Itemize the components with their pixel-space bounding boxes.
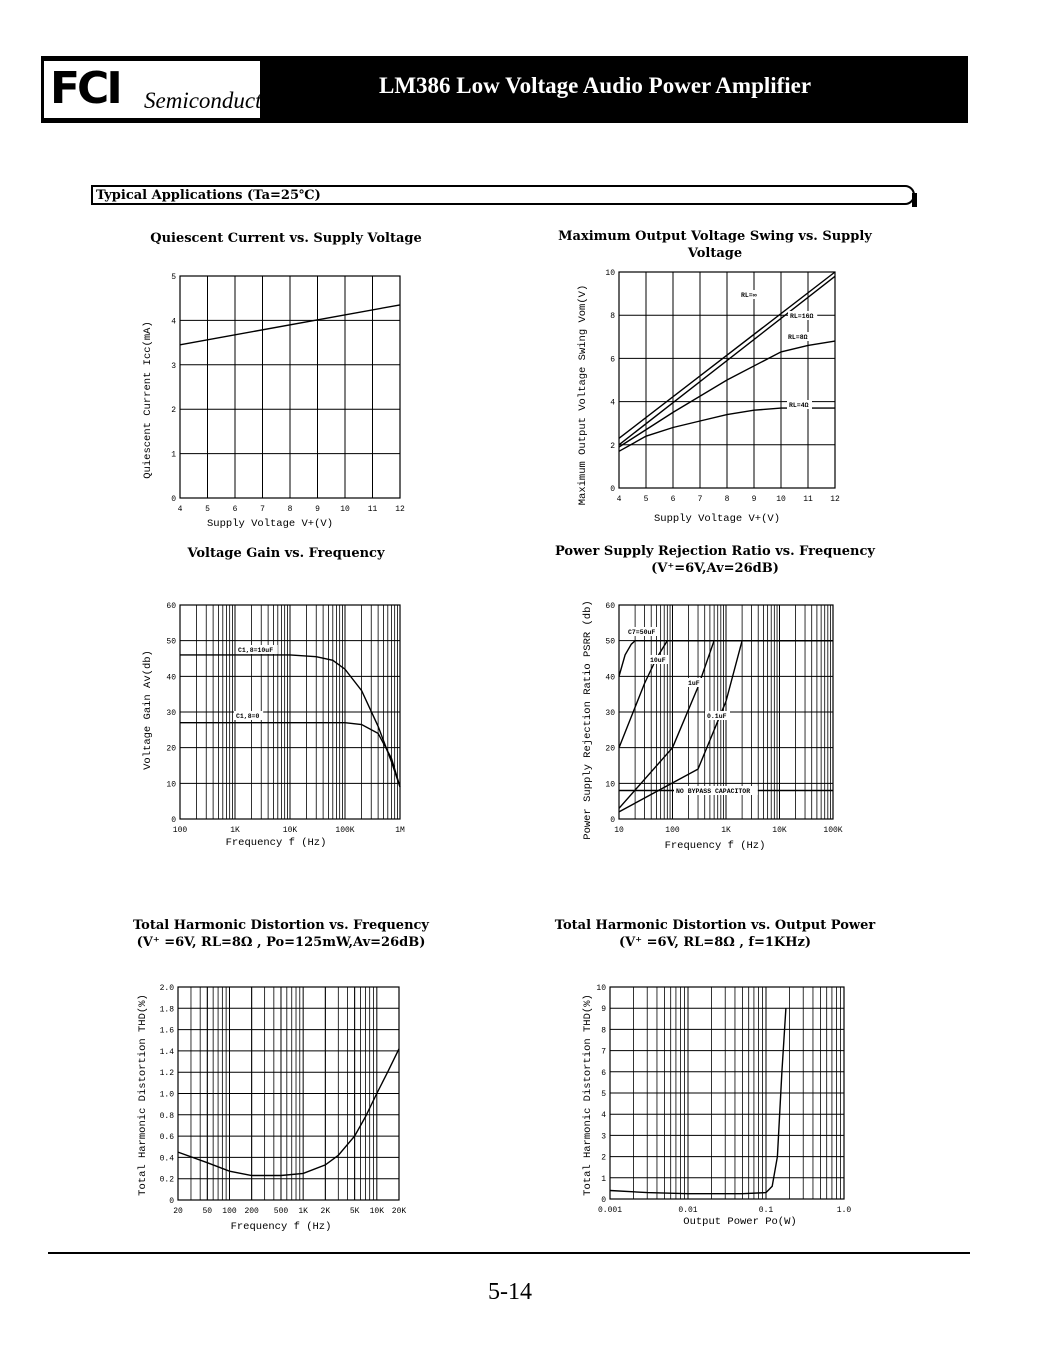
chart6-title-line2: (V⁺ =6V, RL=8Ω , f=1KHz) [618, 935, 812, 950]
chart4-title-line1: Power Supply Rejection Ratio vs. Frequency [555, 544, 875, 559]
c5-y-axis-label: Total Harmonic Distortion THD(%) [137, 994, 149, 1196]
c5-x-tick-label: 200 [244, 1207, 259, 1216]
c2-annotation: RL=∞ [741, 292, 757, 299]
c6-y-tick-label: 1 [601, 1174, 606, 1184]
footer-rule [48, 1252, 970, 1254]
c6-y-tick-label: 5 [601, 1090, 606, 1099]
c4-annotation: NO BYPASS CAPACITOR [676, 788, 751, 795]
c4-annotation: 0.1uF [707, 713, 727, 720]
c4-y-tick-label: 0 [610, 816, 615, 825]
c3-x-axis-label: Frequency f (Hz) [225, 837, 327, 849]
chart1-title: Quiescent Current vs. Supply Voltage [150, 231, 422, 246]
c1-x-tick-label: 11 [367, 505, 378, 514]
c6-y-tick-label: 9 [601, 1005, 606, 1015]
page-title: LM386 Low Voltage Audio Power Amplifier [379, 73, 812, 98]
c5-y-tick-label: 0.2 [159, 1175, 174, 1185]
c1-y-axis-label: Quiescent Current Icc(mA) [142, 321, 154, 479]
c2-x-tick-label: 4 [616, 495, 622, 504]
c1-y-tick-label: 3 [171, 361, 176, 371]
c4-x-tick-label: 100K [823, 826, 843, 835]
c3-y-tick-label: 0 [171, 816, 176, 825]
c3-x-tick-label: 100K [335, 826, 355, 835]
c3-x-tick-label: 1K [230, 826, 240, 835]
c1-x-tick-label: 6 [232, 505, 238, 514]
c2-annotation: RL=8Ω [788, 334, 808, 341]
c5-y-tick-label: 0.6 [159, 1133, 174, 1143]
c4-x-tick-label: 100 [665, 826, 680, 835]
c6-y-tick-label: 3 [601, 1132, 606, 1142]
c6-y-axis-label: Total Harmonic Distortion THD(%) [582, 994, 594, 1196]
c1-y-tick-label: 5 [171, 273, 176, 282]
c4-y-tick-label: 20 [605, 744, 615, 754]
c2-annotation: RL=4Ω [789, 402, 809, 409]
section-title: Typical Applications (Ta=25℃) [96, 188, 321, 203]
c6-x-axis-label: Output Power Po(W) [683, 1216, 797, 1228]
c5-y-tick-label: 0.8 [159, 1111, 174, 1121]
c5-x-tick-label: 10K [369, 1207, 385, 1216]
c5-x-tick-label: 500 [273, 1207, 289, 1216]
c2-y-tick-label: 6 [610, 355, 615, 365]
c5-x-tick-label: 2K [320, 1207, 331, 1216]
c5-x-axis-label: Frequency f (Hz) [230, 1221, 332, 1233]
c3-y-tick-label: 50 [166, 637, 176, 647]
c5-y-tick-label: 0.4 [159, 1154, 174, 1164]
c2-x-tick-label: 8 [724, 495, 730, 504]
c2-x-tick-label: 10 [776, 495, 786, 504]
c2-x-tick-label: 5 [643, 495, 649, 504]
c5-y-tick-label: 1.8 [159, 1005, 174, 1015]
c4-annotation: C7=50uF [628, 629, 656, 636]
c4-x-axis-label: Frequency f (Hz) [664, 840, 766, 852]
chart5-title-line1: Total Harmonic Distortion vs. Frequency [133, 918, 429, 933]
c4-y-tick-label: 50 [605, 637, 615, 647]
c2-x-tick-label: 6 [670, 495, 676, 504]
c2-y-tick-label: 8 [610, 312, 615, 322]
c1-y-tick-label: 4 [171, 317, 176, 327]
c6-series-line-1 [610, 1008, 786, 1193]
chart4-title-line2: (V⁺=6V,Av=26dB) [651, 561, 779, 576]
c4-y-axis-label: Power Supply Rejection Ratio PSRR (db) [582, 600, 594, 840]
c6-y-tick-label: 7 [601, 1047, 606, 1057]
c6-x-tick-label: 0.001 [597, 1206, 623, 1215]
logo-mark: FCI [50, 63, 120, 114]
c5-y-tick-label: 2.0 [159, 984, 174, 993]
c5-x-tick-label: 20 [173, 1207, 183, 1216]
c5-x-tick-label: 100 [222, 1207, 237, 1216]
c4-y-tick-label: 30 [605, 709, 615, 718]
logo-subtitle: Semiconductor [144, 88, 282, 113]
chart3-title: Voltage Gain vs. Frequency [187, 546, 385, 561]
c1-y-tick-label: 0 [171, 495, 176, 504]
c1-x-tick-label: 12 [395, 505, 405, 514]
c4-y-tick-label: 60 [605, 602, 615, 611]
c4-x-tick-label: 10K [772, 826, 787, 835]
page-number: 5-14 [488, 1279, 532, 1305]
c3-x-tick-label: 10K [282, 826, 298, 835]
c5-y-tick-label: 1.4 [159, 1047, 174, 1057]
c4-annotation: 1uF [688, 680, 700, 687]
c1-y-tick-label: 2 [171, 406, 176, 416]
c1-x-tick-label: 4 [177, 505, 183, 514]
c4-y-tick-label: 40 [605, 673, 615, 683]
c1-x-tick-label: 5 [205, 505, 210, 514]
c2-x-tick-label: 11 [803, 495, 813, 504]
c5-x-tick-label: 1K [298, 1207, 308, 1216]
c6-y-tick-label: 2 [601, 1153, 606, 1163]
c3-y-tick-label: 10 [166, 780, 176, 790]
c5-y-tick-label: 1.6 [159, 1026, 174, 1036]
c1-y-tick-label: 1 [171, 450, 176, 460]
c5-series-line-1 [178, 1049, 399, 1176]
chart2-title-line1: Maximum Output Voltage Swing vs. Supply [558, 229, 872, 244]
c3-y-tick-label: 40 [166, 673, 176, 683]
c1-x-tick-label: 9 [315, 505, 320, 514]
c2-x-axis-label: Supply Voltage V+(V) [653, 513, 781, 525]
c5-x-tick-label: 50 [202, 1207, 213, 1216]
c2-y-tick-label: 4 [610, 398, 615, 408]
c1-x-tick-label: 8 [287, 505, 293, 514]
c5-y-tick-label: 0 [169, 1197, 174, 1206]
c1-x-axis-label: Supply Voltage V+(V) [206, 518, 334, 530]
c2-y-axis-label: Maximum Output Voltage Swing Vom(V) [577, 284, 589, 506]
c2-x-tick-label: 12 [830, 495, 840, 504]
c4-annotation: 10uF [650, 657, 666, 664]
c2-x-tick-label: 9 [751, 495, 757, 504]
c6-x-tick-label: 1.0 [836, 1206, 852, 1215]
c5-y-tick-label: 1.0 [159, 1090, 174, 1100]
c3-y-tick-label: 60 [166, 602, 176, 611]
c2-y-tick-label: 0 [610, 485, 615, 494]
c6-y-tick-label: 4 [601, 1111, 606, 1121]
c2-y-tick-label: 10 [605, 269, 615, 278]
c4-x-tick-label: 10 [614, 826, 624, 835]
c6-y-tick-label: 6 [601, 1068, 606, 1078]
c6-y-tick-label: 8 [601, 1026, 606, 1036]
c6-y-tick-label: 10 [596, 984, 606, 993]
chart5-title-line2: (V⁺ =6V, RL=8Ω , Po=125mW,Av=26dB) [136, 935, 426, 950]
c5-y-tick-label: 1.2 [159, 1069, 174, 1079]
c3-annotation: C1,8=10uF [238, 647, 274, 654]
c3-y-tick-label: 20 [166, 744, 176, 754]
c6-x-tick-label: 0.01 [678, 1206, 698, 1215]
c6-y-tick-label: 0 [601, 1196, 606, 1205]
c1-x-tick-label: 7 [260, 505, 265, 514]
chart2-title-line2: Voltage [687, 246, 743, 261]
c6-x-tick-label: 0.1 [758, 1206, 774, 1215]
c3-annotation: C1,8=0 [236, 713, 260, 720]
c2-annotation: RL=16Ω [790, 313, 814, 320]
c3-y-axis-label: Voltage Gain Av(db) [142, 650, 154, 770]
c5-x-tick-label: 5K [349, 1207, 360, 1216]
c3-y-tick-label: 30 [166, 709, 176, 718]
c1-x-tick-label: 10 [340, 505, 350, 514]
c4-x-tick-label: 1K [721, 826, 731, 835]
c3-x-tick-label: 100 [172, 826, 188, 835]
c5-x-tick-label: 20K [391, 1207, 407, 1216]
c2-y-tick-label: 2 [610, 441, 615, 451]
chart6-title-line1: Total Harmonic Distortion vs. Output Power [554, 918, 876, 933]
c4-y-tick-label: 10 [605, 780, 615, 790]
c2-x-tick-label: 7 [697, 495, 703, 504]
c3-x-tick-label: 1M [395, 826, 405, 835]
